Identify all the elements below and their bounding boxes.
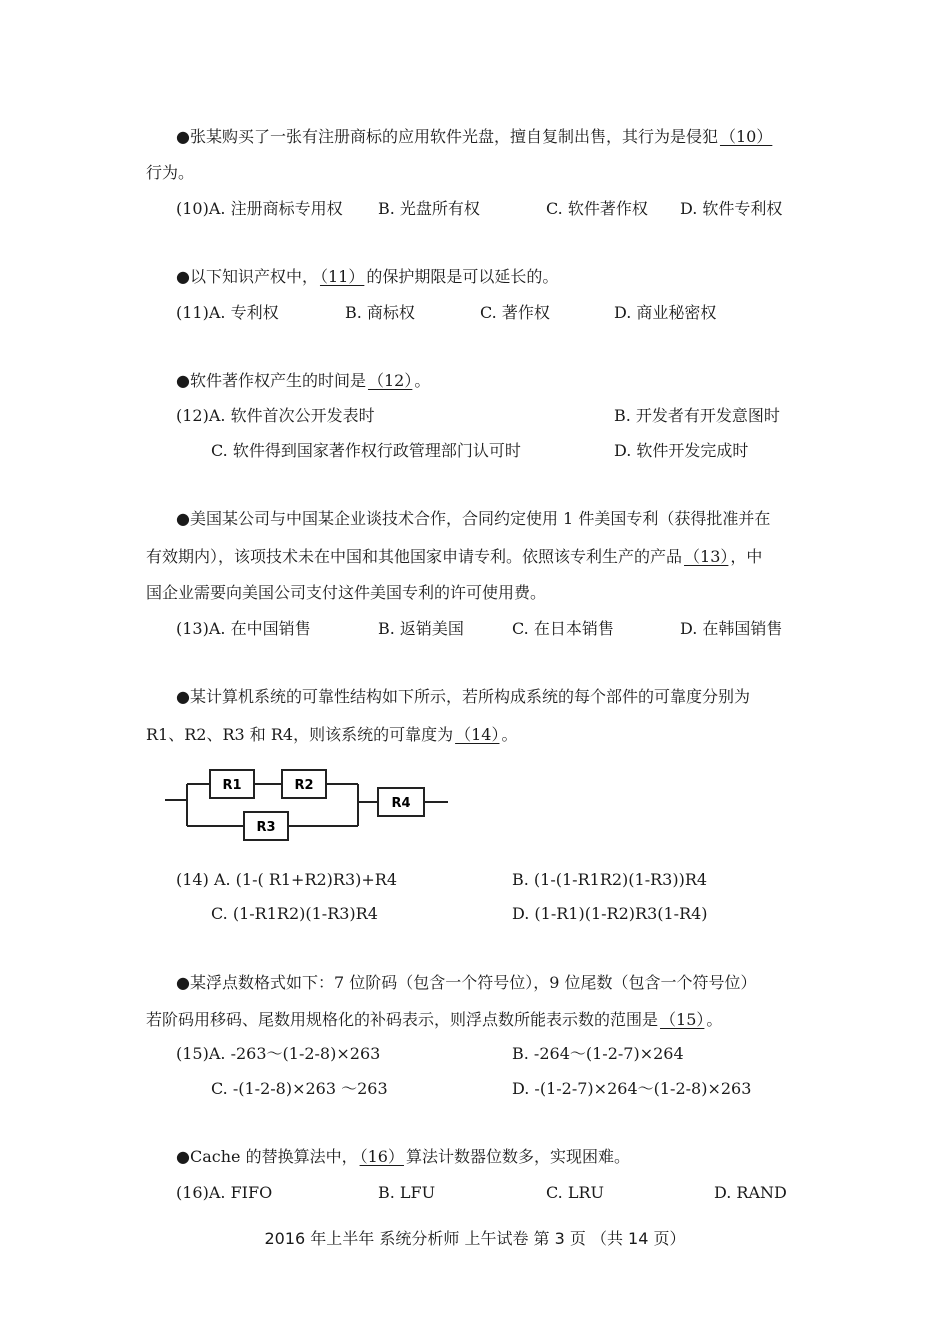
q11-option-b: B. 商标权	[345, 303, 415, 322]
q16-stem: ●Cache 的替换算法中， （16） 算法计数器位数多，实现困难。	[176, 1147, 630, 1166]
svg-text:R2: R2	[294, 778, 314, 793]
q14-blank: （14）	[455, 725, 500, 744]
q11-option-d: D. 商业秘密权	[614, 303, 717, 322]
q14-option-d: D. (1-R1)(1-R2)R3(1-R4)	[512, 904, 708, 923]
q13-stem-line3: 国企业需要向美国公司支付这件美国专利的许可使用费。	[146, 583, 547, 602]
q13-option-d: D. 在韩国销售	[680, 619, 783, 638]
q10-blank: （10）	[719, 127, 773, 146]
q10-option-c: C. 软件著作权	[546, 199, 648, 218]
q14-option-a: (14) A. (1-( R1+R2)R3)+R4	[176, 870, 398, 889]
q15-option-c: C. -(1-2-8)×263 ～263	[211, 1079, 388, 1098]
q16-blank: （16）	[359, 1147, 404, 1166]
q11-blank: （11）	[319, 267, 365, 286]
q15-blank: （15）	[660, 1010, 705, 1029]
box-r1	[210, 770, 254, 798]
q10-stem-text: ●张某购买了一张有注册商标的应用软件光盘，擅自复制出售，其行为是侵犯	[176, 127, 718, 146]
q12-option-b: B. 开发者有开发意图时	[614, 406, 780, 425]
svg-text:R1: R1	[222, 778, 242, 793]
svg-text:R4: R4	[391, 796, 411, 811]
q12-option-a: (12)A. 软件首次公开发表时	[176, 406, 375, 425]
q12-option-c: C. 软件得到国家著作权行政管理部门认可时	[211, 441, 521, 460]
q15-stem-line1: ●某浮点数格式如下：7 位阶码（包含一个符号位），9 位尾数（包含一个符号位）	[176, 973, 757, 992]
box-r4	[378, 788, 424, 816]
q14-option-b: B. (1-(1-R1R2)(1-R3))R4	[512, 870, 708, 889]
box-r3	[244, 812, 288, 840]
q15-option-a: (15)A. -263～(1-2-8)×263	[176, 1044, 381, 1063]
q16-option-b: B. LFU	[378, 1183, 436, 1202]
q10-stem-cont: 行为。	[146, 163, 195, 182]
q13-option-b: B. 返销美国	[378, 619, 464, 638]
q14-option-c: C. (1-R1R2)(1-R3)R4	[211, 904, 378, 923]
q10-option-d: D. 软件专利权	[680, 199, 783, 218]
q14-stem-line2: R1、R2、R3 和 R4，则该系统的可靠度为 （14） 。	[146, 725, 518, 744]
q12-option-d: D. 软件开发完成时	[614, 441, 749, 460]
q16-option-d: D. RAND	[714, 1183, 787, 1202]
q11-stem: ●以下知识产权中， （11） 的保护期限是可以延长的。	[176, 267, 559, 286]
q15-stem-line2: 若阶码用移码、尾数用规格化的补码表示，则浮点数所能表示数的范围是 （15） 。	[146, 1010, 723, 1029]
q10-option-b: B. 光盘所有权	[378, 199, 480, 218]
q13-stem-line2: 有效期内），该项技术未在中国和其他国家申请专利。依照该专利生产的产品 （13） ，中	[146, 547, 763, 566]
q16-option-a: (16)A. FIFO	[176, 1183, 273, 1202]
q15-option-d: D. -(1-2-7)×264～(1-2-8)×263	[512, 1079, 752, 1098]
q14-stem-line1: ●某计算机系统的可靠性结构如下所示，若所构成系统的每个部件的可靠度分别为	[176, 687, 750, 706]
q11-option-c: C. 著作权	[480, 303, 550, 322]
svg-text:R3: R3	[256, 820, 276, 835]
q11-option-a: (11)A. 专利权	[176, 303, 279, 322]
q12-blank: （12）	[367, 371, 413, 390]
q16-option-c: C. LRU	[546, 1183, 604, 1202]
q13-blank: （13）	[684, 547, 729, 566]
q10-stem	[176, 126, 774, 148]
q13-stem-line1: ●美国某公司与中国某企业谈技术合作，合同约定使用 1 件美国专利（获得批准并在	[176, 509, 771, 528]
q10-option-a: (10)A. 注册商标专用权	[176, 199, 343, 218]
q13-option-a: (13)A. 在中国销售	[176, 619, 311, 638]
page-footer: 2016 年上半年 系统分析师 上午试卷 第 3 页 （共 14 页）	[264, 1229, 686, 1248]
box-r2	[282, 770, 326, 798]
reliability-diagram	[160, 760, 460, 850]
q12-stem: ●软件著作权产生的时间是 （12） 。	[176, 371, 431, 390]
q13-option-c: C. 在日本销售	[512, 619, 614, 638]
q15-option-b: B. -264～(1-2-7)×264	[512, 1044, 684, 1063]
